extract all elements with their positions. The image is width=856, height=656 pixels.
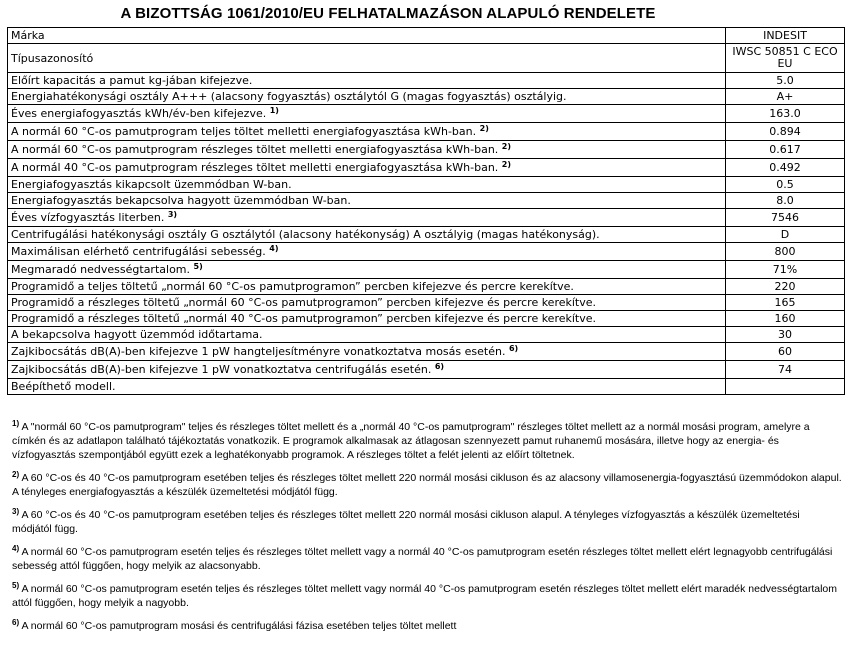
row-value: 800 [726,243,845,261]
table-row [8,89,845,105]
row-label: Éves vízfogyasztás literben. [11,210,165,224]
row-label: Maximálisan elérhető centrifugálási sebesség. [11,244,266,258]
row-value: 30 [726,327,845,343]
row-label-cell [8,28,726,44]
footnote-ref: 2) [479,123,489,133]
table-row [8,73,845,89]
row-label: Centrifugálási hatékonysági osztály G osztálytól (alacsony hatékonyság) A osztályig (magas hatékonyság). [11,227,600,241]
footnotes [12,420,842,642]
row-label: Márka [11,28,45,42]
row-value: INDESIT [726,28,845,44]
table-row [8,227,845,243]
table-row [8,279,845,295]
row-label-cell [8,141,726,159]
footnote-text: A normál 60 °C-os pamutprogram esetén teljes és részleges töltet mellett vagy normál 40 °C-os pamutprogram esetén részleges töltet mellett elért maradék nedvességtartalom attól függően, hogy melyik a nagyobb. [12,583,837,609]
row-label-cell [8,379,726,395]
row-label: Előírt kapacitás a pamut kg-jában kifejezve. [11,73,253,87]
table-row [8,159,845,177]
row-value: 5.0 [726,73,845,89]
row-label: Beépíthető modell. [11,379,116,393]
row-value: 160 [726,311,845,327]
row-value: 8.0 [726,193,845,209]
row-label-cell [8,105,726,123]
row-label: Zajkibocsátás dB(A)-ben kifejezve 1 pW hangteljesítményre vonatkoztatva mosás esetén. [11,344,506,358]
row-value: D [726,227,845,243]
row-label-cell [8,361,726,379]
row-label-cell [8,44,726,73]
footnote-ref: 5) [193,261,203,271]
row-value: 0.617 [726,141,845,159]
table-row [8,105,845,123]
table-row [8,243,845,261]
footnote-ref: 1) [269,105,279,115]
row-label-cell [8,227,726,243]
row-value [726,379,845,395]
footnote [12,471,842,499]
footnote-ref: 6) [508,343,519,353]
footnote-ref: 2) [501,141,512,151]
row-label-cell [8,261,726,279]
row-label: Energiahatékonysági osztály A+++ (alacsony fogyasztás) osztálytól G (magas fogyasztás) osztályig. [11,89,567,103]
footnote-text: A "normál 60 °C-os pamutprogram" teljes és részleges töltet mellett és a „normál 40 °C-os pamutprogram" részleges töltet mellett az a normál mosási program, amelyre a címkén és az adatlapon található tájékoztatás vonatkozik. E programok alkalmasak az átlagosan szennyezett pamut ruhanemű mosására, illetve hogy az energia- és vízfogyasztás szempontjából együtt ezek a leghatékonyabb programok. A részleges töltet a felét jelenti az előírt töltetnek. [12,421,810,461]
row-label: Energiafogyasztás bekapcsolva hagyott üzemmódban W-ban. [11,193,351,207]
table-row [8,343,845,361]
row-label: Éves energiafogyasztás kWh/év-ben kifejezve. [11,106,267,120]
footnote-mark: 6) [12,618,20,627]
row-label: A normál 40 °C-os pamutprogram részleges töltet melletti energiafogyasztása kWh-ban. [11,160,499,174]
table-row [8,361,845,379]
row-label-cell [8,295,726,311]
row-value: 60 [726,343,845,361]
row-label: Típusazonosító [11,51,94,65]
row-label-cell [8,177,726,193]
row-label-cell [8,243,726,261]
table-row [8,193,845,209]
footnote-mark: 1) [12,419,20,428]
row-value: 7546 [726,209,845,227]
footnote-text: A normál 60 °C-os pamutprogram esetén teljes és részleges töltet mellett vagy a normál 40 °C-os pamutprogram esetén részleges töltet mellett elért legnagyobb centrifugálási sebesség attól függően, hogy melyik az alacsonyabb. [12,546,833,572]
row-value: 220 [726,279,845,295]
footnote [12,508,842,536]
row-label: Zajkibocsátás dB(A)-ben kifejezve 1 pW vonatkoztatva centrifugálás esetén. [11,362,432,376]
footnote-mark: 3) [12,507,20,516]
row-label: Programidő a teljes töltetű „normál 60 °C-os pamutprogramon” percben kifejezve és percre kerekítve. [11,279,574,293]
row-label: Programidő a részleges töltetű „normál 60 °C-os pamutprogramon” percben kifejezve és percre kerekítve. [11,295,597,309]
row-value: A+ [726,89,845,105]
footnote-ref: 4) [269,243,279,253]
row-label-cell [8,311,726,327]
row-label-cell [8,73,726,89]
table-row [8,28,845,44]
row-value: 163.0 [726,105,845,123]
footnote [12,619,842,633]
row-label-cell [8,327,726,343]
table-row [8,379,845,395]
row-label-cell [8,343,726,361]
row-value: 0.492 [726,159,845,177]
row-label-cell [8,279,726,295]
row-label: A bekapcsolva hagyott üzemmód időtartama. [11,327,263,341]
table-row [8,209,845,227]
row-label-cell [8,159,726,177]
footnote-ref: 2) [501,159,512,169]
table-row [8,123,845,141]
footnote-ref: 6) [434,361,445,371]
table-row [8,177,845,193]
footnote [12,545,842,573]
footnote-mark: 5) [12,581,20,590]
footnote-text: A normál 60 °C-os pamutprogram mosási és centrifugálási fázisa esetében teljes töltet mellett [21,620,457,632]
row-value: 0.894 [726,123,845,141]
spec-table [7,27,845,395]
footnote-ref: 3) [167,209,178,219]
footnote-mark: 4) [12,544,20,553]
row-label-cell [8,193,726,209]
row-label-cell [8,89,726,105]
row-value: IWSC 50851 C ECO EU [726,44,845,73]
row-label: Energiafogyasztás kikapcsolt üzemmódban W-ban. [11,177,292,191]
footnote-text: A 60 °C-os és 40 °C-os pamutprogram esetében teljes és részleges töltet mellett 220 normál mosási cikluson alapul. A tényleges vízfogyasztás a készülék üzemeltetési módjától függ. [12,509,800,535]
footnote [12,420,842,462]
page-title: A BIZOTTSÁG 1061/2010/EU FELHATALMAZÁSON ALAPULÓ RENDELETE [120,5,656,22]
row-label: A normál 60 °C-os pamutprogram teljes töltet melletti energiafogyasztása kWh-ban. [11,124,477,138]
table-row [8,261,845,279]
table-row [8,141,845,159]
table-row [8,44,845,73]
row-label: A normál 60 °C-os pamutprogram részleges töltet melletti energiafogyasztása kWh-ban. [11,142,499,156]
row-value: 71% [726,261,845,279]
table-row [8,295,845,311]
table-row [8,327,845,343]
row-label: Megmaradó nedvességtartalom. [11,262,191,276]
row-label-cell [8,123,726,141]
row-value: 74 [726,361,845,379]
footnote-text: A 60 °C-os és 40 °C-os pamutprogram esetében teljes és részleges töltet mellett 220 normál mosási cikluson és az alacsony villamosenergia-fogyasztású üzemmódokon alapul. A tényleges energiafogyasztás a készülék üzemeltetési módjától függ. [12,472,842,498]
row-label: Programidő a részleges töltetű „normál 40 °C-os pamutprogramon” percben kifejezve és percre kerekítve. [11,311,597,325]
row-label-cell [8,209,726,227]
row-value: 165 [726,295,845,311]
footnote-mark: 2) [12,470,20,479]
footnote [12,582,842,610]
table-row [8,311,845,327]
row-value: 0.5 [726,177,845,193]
